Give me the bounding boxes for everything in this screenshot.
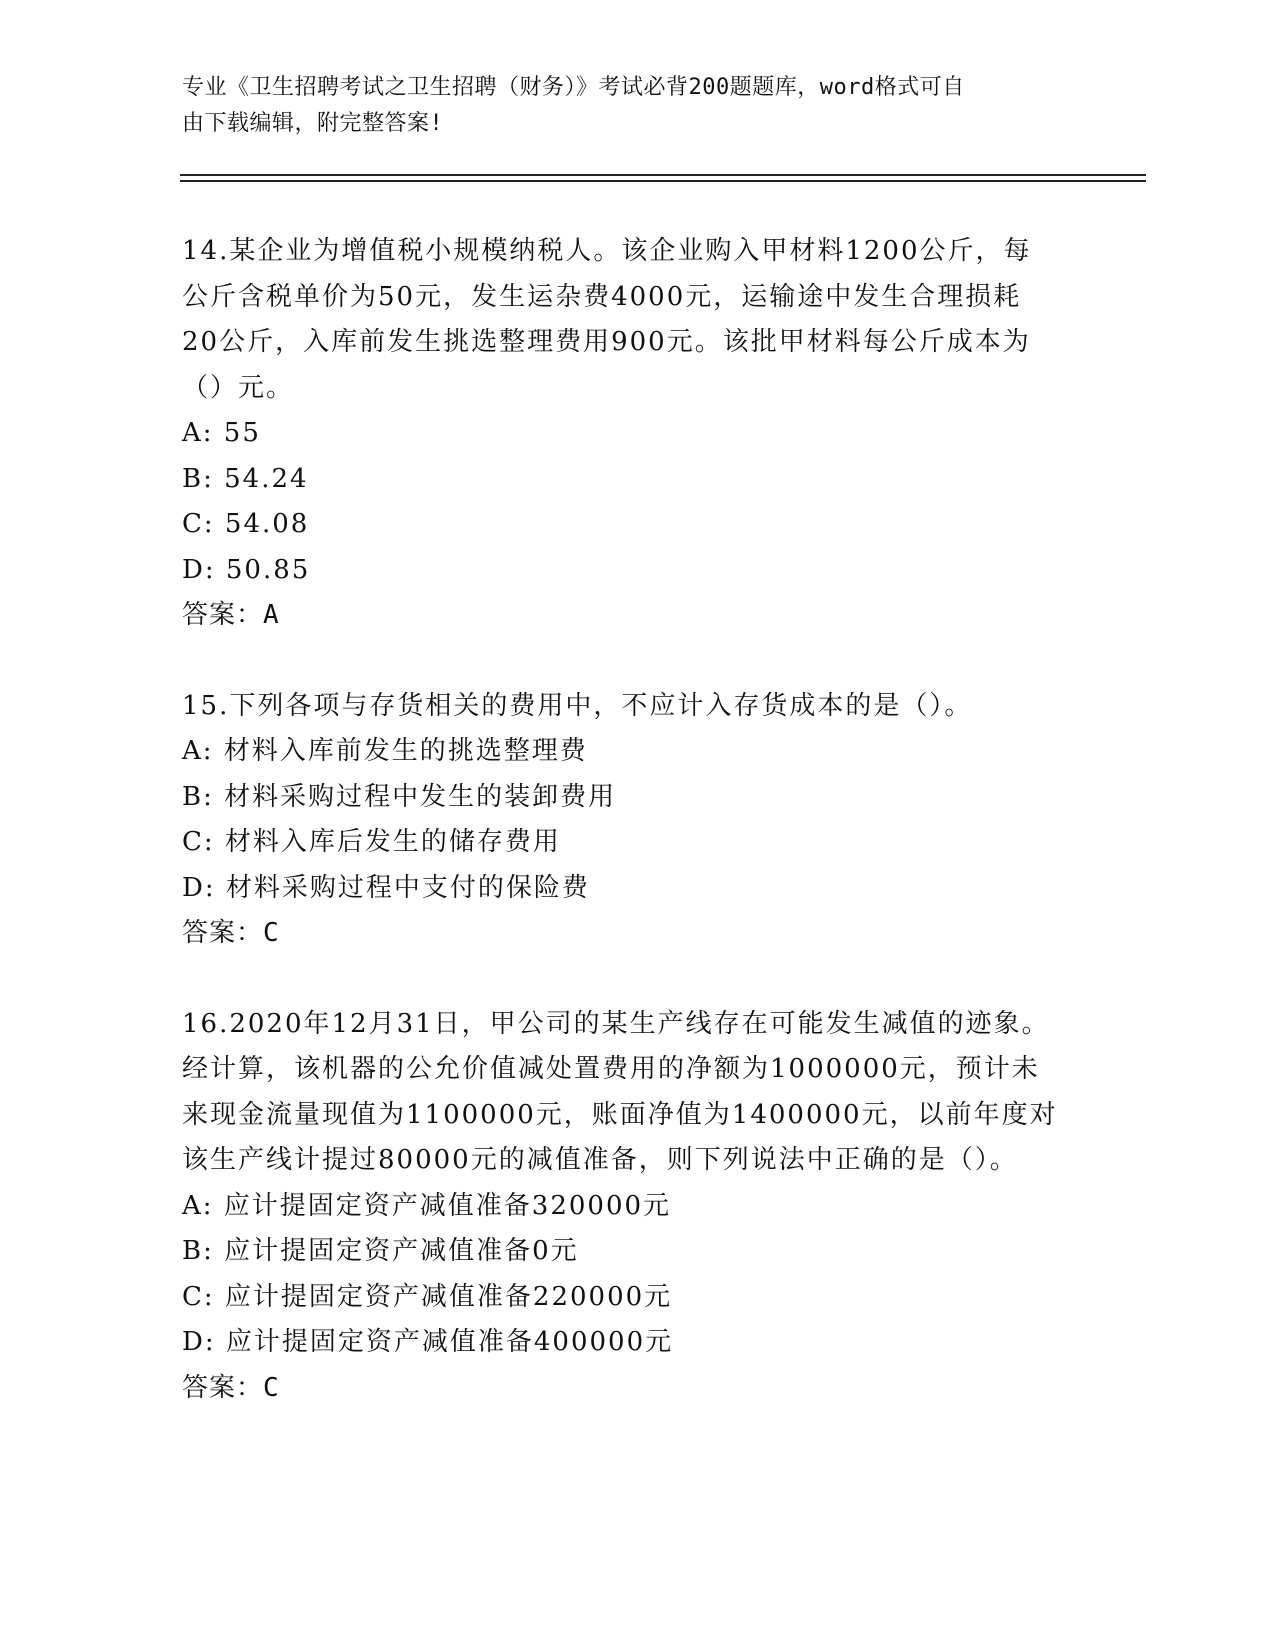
- option-c: C: 材料入库后发生的储存费用: [182, 827, 561, 857]
- option-c: C: 54.08: [182, 509, 310, 539]
- question-stem-line: 15.下列各项与存货相关的费用中，不应计入存货成本的是（）。: [182, 690, 973, 721]
- question-stem-line: 公斤含税单价为50元，发生运杂费4000元，运输途中发生合理损耗: [182, 281, 1022, 312]
- header-line-2: 由下载编辑，附完整答案!: [182, 111, 444, 136]
- answer-value: C: [263, 1372, 280, 1403]
- answer-label: 答案：: [182, 1372, 264, 1403]
- option-a: A: 55: [182, 418, 261, 448]
- option-b: B: 54.24: [182, 463, 309, 494]
- question-16: [182, 1002, 1062, 1412]
- question-14: [182, 229, 1062, 639]
- question-stem-line: 来现金流量现值为1100000元，账面净值为1400000元，以前年度对: [182, 1099, 1058, 1130]
- question-list: [182, 229, 1062, 1456]
- answer-line: [182, 593, 1062, 639]
- header-divider-bottom: [180, 180, 1146, 182]
- answer-value: C: [263, 918, 280, 948]
- answer-label: 答案：: [182, 918, 264, 948]
- question-stem-line: 20公斤，入库前发生挑选整理费用900元。该批甲材料每公斤成本为: [182, 327, 1031, 357]
- option-b: B: 材料采购过程中发生的装卸费用: [182, 781, 617, 812]
- option-d: D: 应计提固定资产减值准备400000元: [182, 1327, 674, 1357]
- header-line-1: 专业《卫生招聘考试之卫生招聘（财务）》考试必背200题题库，word格式可自: [182, 75, 965, 100]
- question-stem-line: 经计算，该机器的公允价值减处置费用的净额为1000000元，预计未: [182, 1054, 1040, 1084]
- question-15: [182, 684, 1062, 957]
- option-a: A: 应计提固定资产减值准备320000元: [182, 1190, 672, 1221]
- option-b: B: 应计提固定资产减值准备0元: [182, 1236, 579, 1266]
- answer-label: 答案：: [182, 600, 264, 630]
- header-divider-top: [180, 174, 1146, 176]
- document-header: [182, 70, 1042, 142]
- option-d: D: 材料采购过程中支付的保险费: [182, 872, 590, 903]
- question-stem-line: 16.2020年12月31日，甲公司的某生产线存在可能发生减值的迹象。: [182, 1008, 1050, 1039]
- question-stem-line: 14.某企业为增值税小规模纳税人。该企业购入甲材料1200公斤，每: [182, 236, 1032, 266]
- option-c: C: 应计提固定资产减值准备220000元: [182, 1281, 673, 1312]
- question-stem-line: （）元。: [182, 372, 295, 403]
- option-a: A: 材料入库前发生的挑选整理费: [182, 736, 588, 766]
- answer-line: [182, 1366, 1062, 1412]
- option-d: D: 50.85: [182, 554, 311, 585]
- answer-value: A: [263, 600, 280, 630]
- question-stem-line: 该生产线计提过80000元的减值准备，则下列说法中正确的是（）。: [182, 1145, 1018, 1175]
- answer-line: [182, 911, 1062, 957]
